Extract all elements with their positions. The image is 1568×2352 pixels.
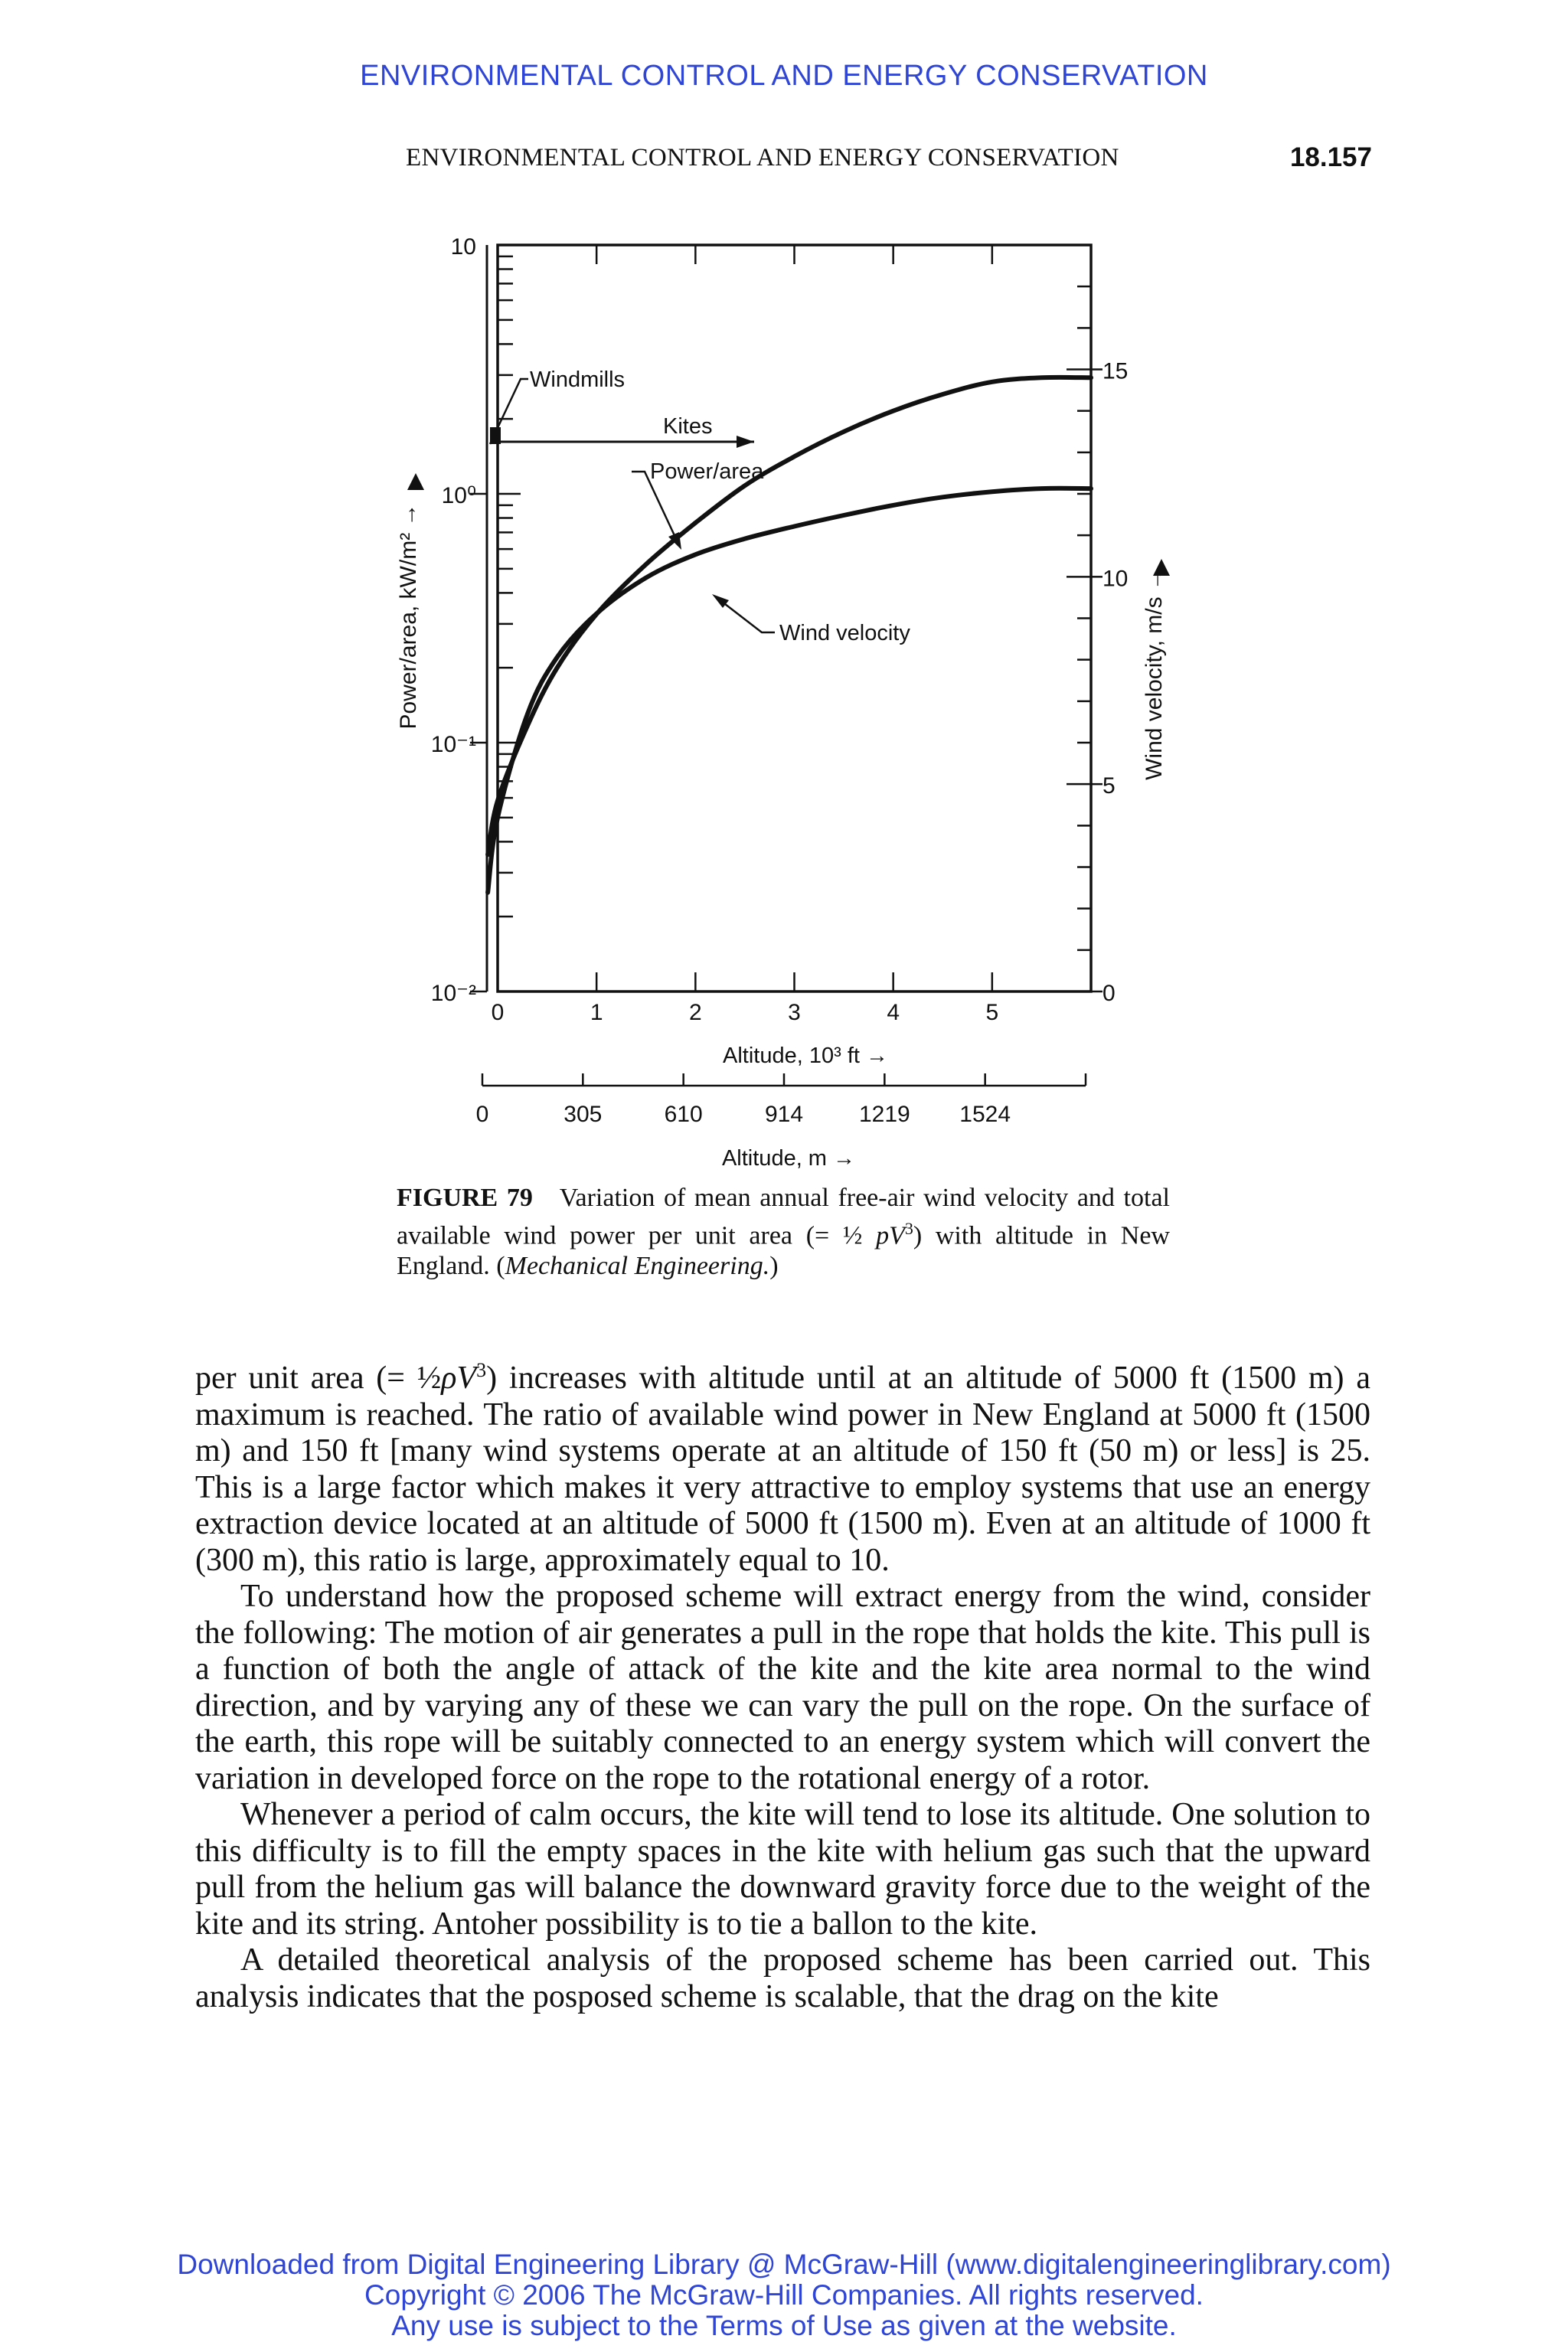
footer-line-2: Copyright © 2006 The McGraw-Hill Companies. All rights reserved.	[364, 2279, 1204, 2311]
x-tick-label: 0	[491, 1000, 505, 1025]
left-axis-arrowhead	[407, 473, 424, 490]
metre-tick-label: 1219	[858, 1102, 910, 1127]
y-right-tick-label: 5	[1102, 773, 1116, 799]
caption-formula-exp: 3	[904, 1219, 913, 1238]
footer-line-1: Downloaded from Digital Engineering Library @ McGraw-Hill (www.digitalengineeringlibrary.com)	[177, 2249, 1391, 2280]
y-left-tick-label: 10⁰	[441, 483, 476, 508]
x-tick-label: 1	[590, 1000, 603, 1025]
windmills-marker	[490, 427, 501, 444]
top-banner: ENVIRONMENTAL CONTROL AND ENERGY CONSERVATION	[360, 60, 1208, 92]
metre-tick-label: 610	[664, 1102, 703, 1127]
power-area-curve	[488, 488, 1091, 893]
footer-banner	[0, 2249, 1568, 2341]
y-left-tick-label: 10⁻¹	[430, 732, 476, 757]
x-tick-label: 2	[688, 1000, 702, 1025]
windmills-label: Windmills	[530, 368, 626, 392]
wind-velocity-curve	[488, 377, 1091, 854]
y-left-axis-title: Power/area, kW/m² →	[396, 503, 421, 730]
y-right-tick-label: 0	[1102, 981, 1116, 1006]
wind-velocity-label: Wind velocity	[779, 621, 910, 645]
caption-source: Mechanical Engineering.	[505, 1252, 770, 1281]
x-tick-label: 3	[788, 1000, 801, 1025]
caption-formula-var: pV	[876, 1221, 905, 1250]
x-tick-label: 5	[985, 1000, 999, 1025]
metre-tick-label: 914	[764, 1102, 804, 1127]
paragraph-1-formula-var: ρV	[441, 1361, 477, 1396]
kites-arrowhead	[737, 436, 754, 448]
x-tick-label: 4	[887, 1000, 900, 1025]
power-area-label: Power/area	[650, 459, 764, 484]
paragraph-1-rest: ) increases with altitude until at an altitude of 5000 ft (1500 m) a maximum is reached. The ratio of available wind power in New England at 5000 ft (1500 m) and 150 ft [many wind systems operate at an altitude of 150 ft (50 m) or less] is 25. This is a large factor which makes it very attractive to employ systems that use an energy extraction device located at an altitude of 5000 ft (1500 m). Even at an altitude of 1000 ft (300 m), this ratio is large, approximately equal to 10.	[195, 1361, 1370, 1578]
y-right-axis-title: Wind velocity, m/s →	[1142, 567, 1167, 780]
wind-velocity-leader	[718, 599, 775, 632]
metre-tick-label: 305	[564, 1102, 603, 1127]
y-left-tick-label: 10	[450, 234, 476, 260]
y-right-tick-label: 15	[1102, 358, 1129, 384]
caption-text-3: )	[769, 1252, 779, 1281]
paragraph-1-start: per unit area (= ½	[195, 1361, 442, 1396]
paragraph-2: To understand how the proposed scheme will extract energy from the wind, consider the following: The motion of air generates a pull in the rope that holds the kite. This pull is a function of both the angle of attack of the kite and the kite area normal to the wind direction, and by varying any of these we can vary the pull on the rope. On the surface of the earth, this rope will be suitably connected to an energy system which will convert the variation in developed force on the rope to the rotational energy of a rotor.	[195, 1579, 1370, 1796]
paragraph-3: Whenever a period of calm occurs, the kite will tend to lose its altitude. One solution to this difficulty is to fill the empty spaces in the kite with helium gas such that the upward pull from the helium gas will balance the downward gravity force due to the weight of the kite and its string. Antoher possibility is to tie a ballon to the kite.	[195, 1797, 1370, 1942]
metre-tick-label: 0	[475, 1102, 489, 1127]
body-text	[195, 1352, 1370, 2015]
paragraph-1	[195, 1352, 1370, 1579]
metre-tick-label: 1524	[959, 1102, 1011, 1127]
figure-label: FIGURE 79	[397, 1184, 533, 1212]
page-number: 18.157	[1289, 142, 1372, 172]
footer-line-3: Any use is subject to the Terms of Use as given at the website.	[391, 2310, 1177, 2341]
paragraph-1-formula-exp: 3	[476, 1359, 487, 1381]
y-left-tick-label: 10⁻²	[430, 981, 476, 1006]
metre-axis-title: Altitude, m →	[721, 1146, 856, 1171]
paragraph-4: A detailed theoretical analysis of the proposed scheme has been carried out. This analysis indicates that the posposed scheme is scalable, that the drag on the kite	[195, 1942, 1370, 2014]
kites-label: Kites	[663, 414, 713, 439]
caption-text: Variation of mean annual free-air wind velocity and total available wind power per unit area (= ½	[397, 1184, 1170, 1250]
running-title: ENVIRONMENTAL CONTROL AND ENERGY CONSERVATION	[406, 144, 1119, 172]
x-axis-title: Altitude, 10³ ft →	[723, 1044, 888, 1068]
plot-frame	[498, 245, 1091, 991]
y-right-tick-label: 10	[1102, 566, 1129, 592]
figure-caption	[397, 1183, 1170, 1282]
caption-text-2: ) with altitude in New England. (	[397, 1221, 1170, 1281]
chart-annotations	[407, 368, 1170, 645]
